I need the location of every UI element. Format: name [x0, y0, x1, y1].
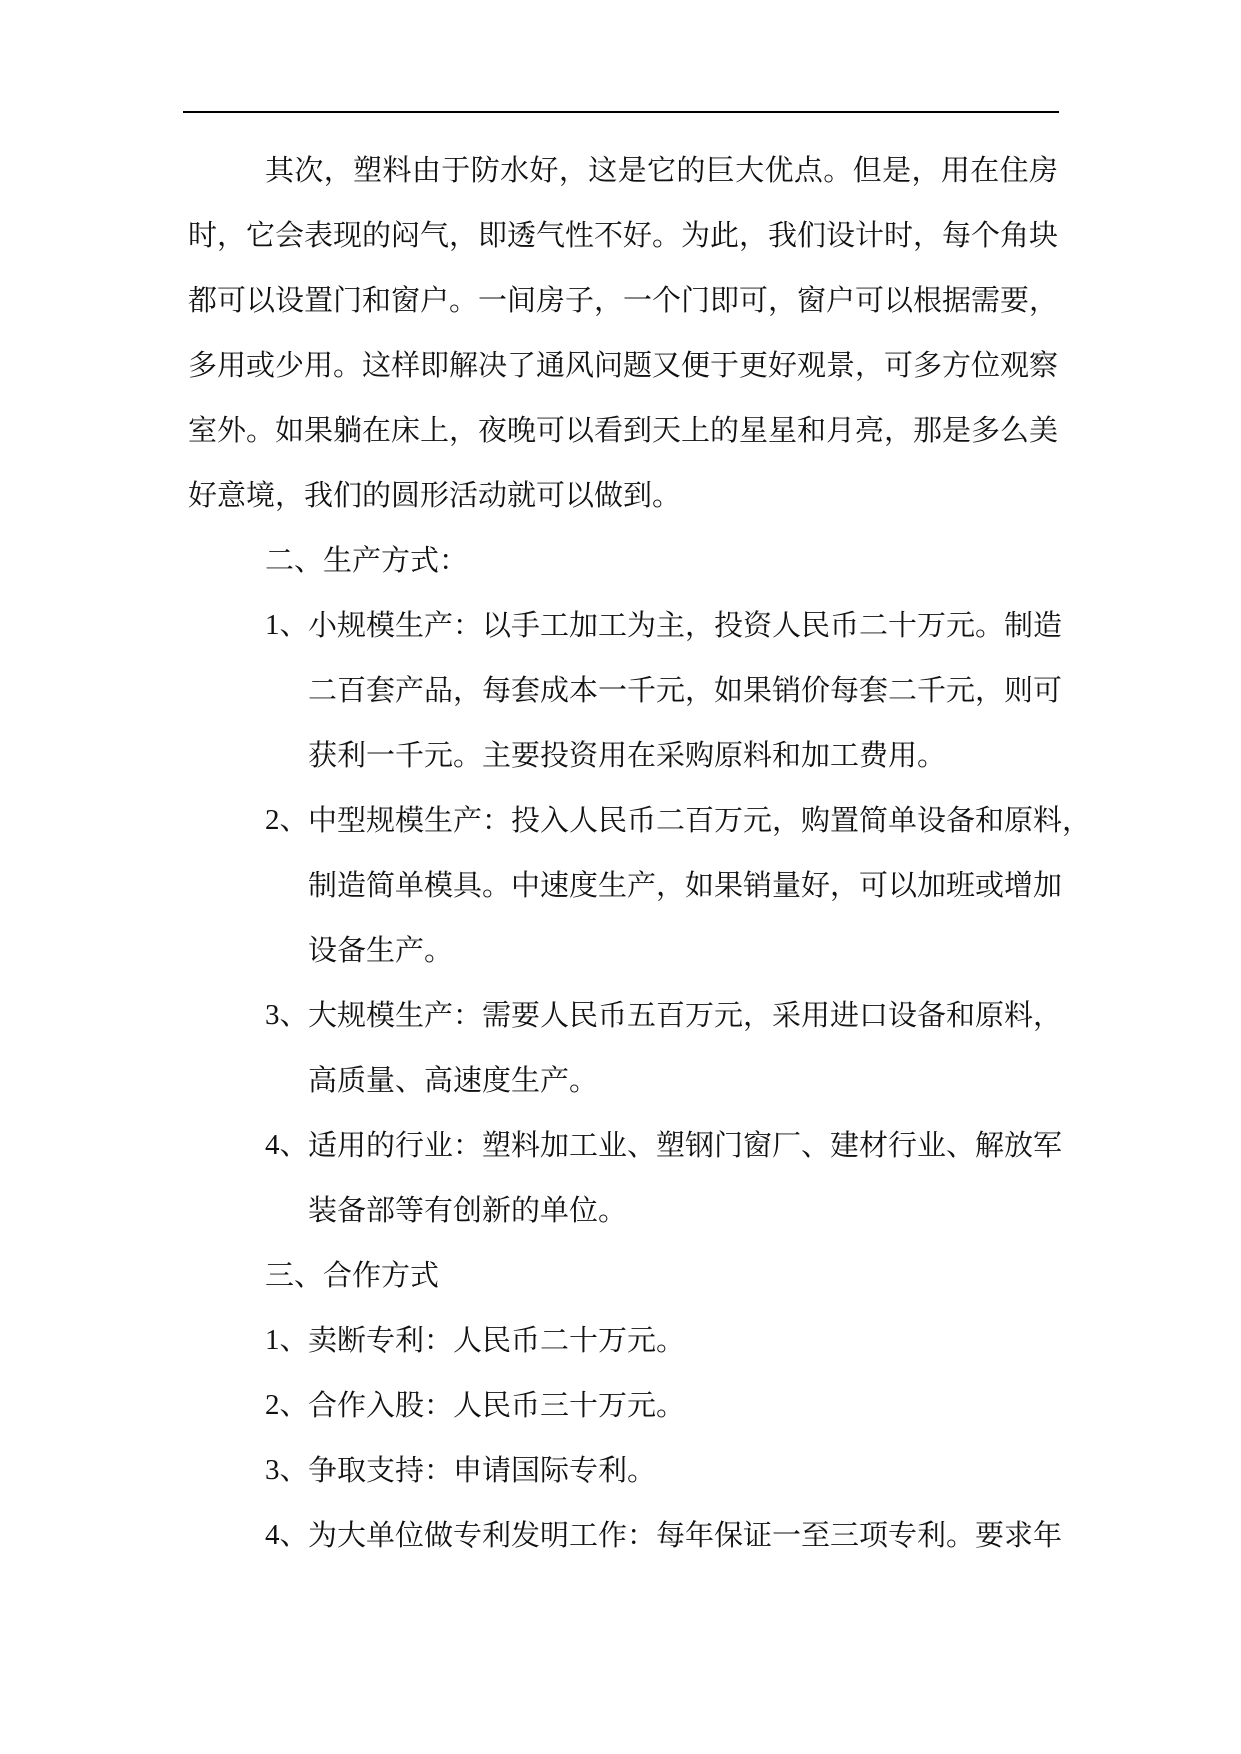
list-item-line: 小规模生产：以手工加工为主，投资人民币二十万元。制造 — [308, 608, 1063, 642]
list-item-line: 二百套产品，每套成本一千元，如果销价每套二千元，则可 — [308, 673, 1063, 707]
list-marker: 4、 — [265, 1129, 309, 1161]
list-marker: 1、 — [265, 1324, 309, 1356]
list-marker: 3、 — [265, 999, 309, 1031]
paragraph-line: 都可以设置门和窗户。一间房子，一个门即可，窗户可以根据需要， — [188, 283, 1059, 317]
list-item-line: 制造简单模具。中速度生产，如果销量好，可以加班或增加 — [308, 868, 1063, 902]
list-item-line: 为大单位做专利发明工作：每年保证一至三项专利。要求年 — [308, 1518, 1063, 1552]
list-item-line: 适用的行业：塑料加工业、塑钢门窗厂、建材行业、解放军 — [308, 1128, 1063, 1162]
list-item-line: 中型规模生产：投入人民币二百万元，购置简单设备和原料， — [308, 803, 1092, 837]
paragraph-line: 时，它会表现的闷气，即透气性不好。为此，我们设计时，每个角块 — [188, 218, 1059, 252]
list-marker: 3、 — [265, 1454, 309, 1486]
paragraph-line: 好意境，我们的圆形活动就可以做到。 — [188, 478, 682, 512]
paragraph-line: 多用或少用。这样即解决了通风问题又便于更好观景，可多方位观察 — [188, 348, 1059, 382]
list-marker: 4、 — [265, 1519, 309, 1551]
list-item-line: 高质量、高速度生产。 — [308, 1063, 599, 1097]
section-heading-cooperation: 三、合作方式 — [265, 1258, 440, 1292]
list-item-line: 卖断专利：人民币二十万元。 — [308, 1323, 686, 1357]
list-item-line: 争取支持：申请国际专利。 — [308, 1453, 657, 1487]
list-item-line: 设备生产。 — [308, 933, 454, 967]
list-item-line: 合作入股：人民币三十万元。 — [308, 1388, 686, 1422]
section-heading-production: 二、生产方式： — [265, 543, 469, 577]
list-item-line: 装备部等有创新的单位。 — [308, 1193, 628, 1227]
list-item-line: 大规模生产：需要人民币五百万元，采用进口设备和原料， — [308, 998, 1063, 1032]
list-item-line: 获利一千元。主要投资用在采购原料和加工费用。 — [308, 738, 947, 772]
list-marker: 1、 — [265, 609, 309, 641]
paragraph-line: 其次，塑料由于防水好，这是它的巨大优点。但是，用在住房 — [265, 153, 1058, 187]
header-rule — [183, 111, 1059, 113]
list-marker: 2、 — [265, 804, 309, 836]
list-marker: 2、 — [265, 1389, 309, 1421]
paragraph-line: 室外。如果躺在床上，夜晚可以看到天上的星星和月亮，那是多么美 — [188, 413, 1059, 447]
